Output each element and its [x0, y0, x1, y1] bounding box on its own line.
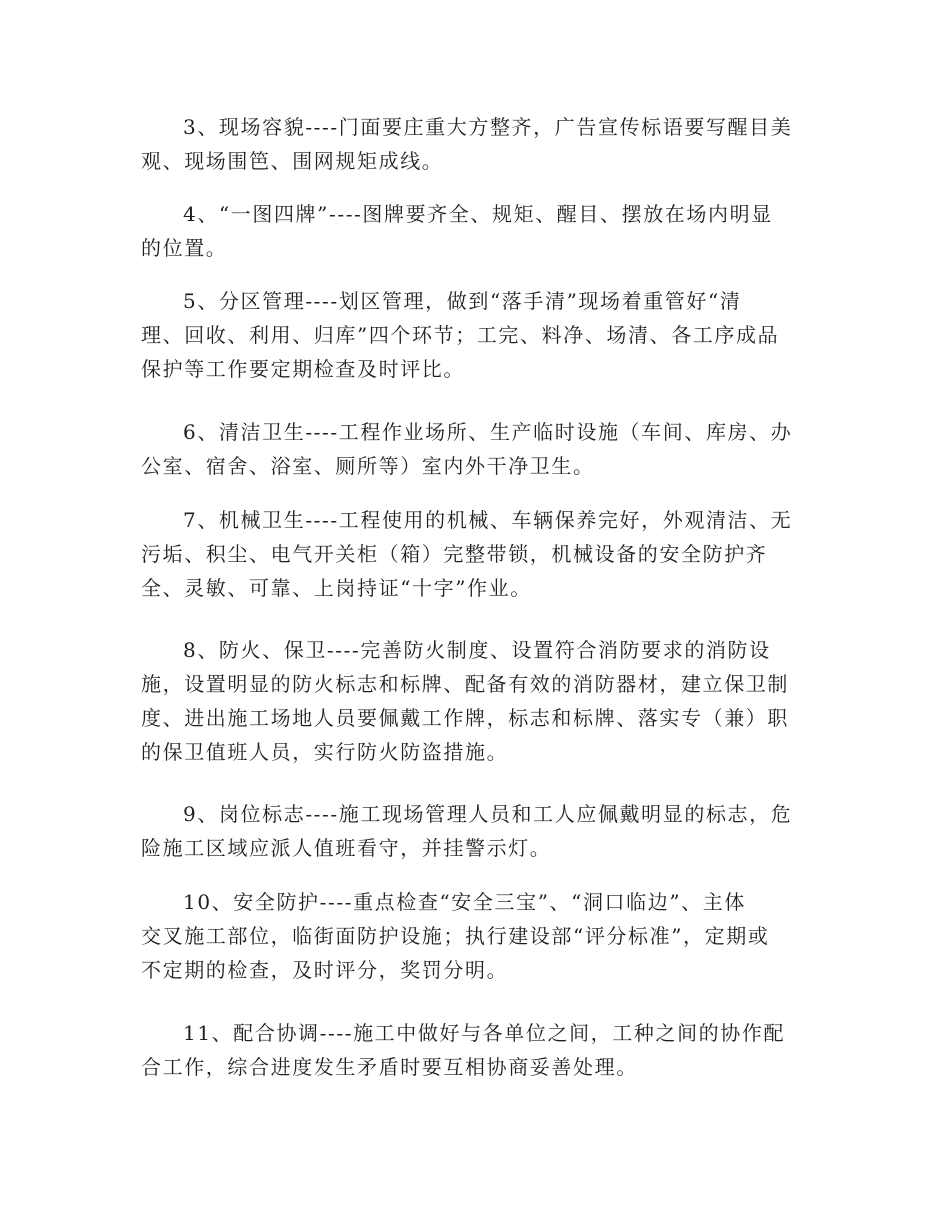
paragraph-10-safety-protection	[141, 885, 813, 987]
paragraph-9-post-signs	[141, 797, 813, 865]
paragraph-line: 污垢、积尘、电气开关柜（箱）完整带锁，机械设备的安全防护齐	[141, 542, 768, 566]
paragraph-11-coordination	[141, 1016, 813, 1084]
paragraph-line: 施，设置明显的防火标志和标牌、配备有效的消防器材，建立保卫制	[141, 672, 789, 696]
paragraph-line: 9、岗位标志----施工现场管理人员和工人应佩戴明显的标志，危	[183, 802, 793, 826]
paragraph-line: 10、安全防护----重点检查“安全三宝”、“洞口临边”、主体	[183, 890, 746, 914]
paragraph-line: 的保卫值班人员，实行防火防盗措施。	[141, 740, 509, 764]
paragraph-7-machinery	[141, 503, 813, 605]
paragraph-line: 全、灵敏、可靠、上岗持证“十字”作业。	[141, 576, 532, 600]
paragraph-line: 7、机械卫生----工程使用的机械、车辆保养完好，外观清洁、无	[183, 508, 793, 532]
paragraph-line: 度、进出施工场地人员要佩戴工作牌，标志和标牌、落实专（兼）职	[141, 706, 789, 730]
paragraph-line: 不定期的检查，及时评分，奖罚分明。	[141, 958, 509, 982]
paragraph-line: 合工作，综合进度发生矛盾时要互相协商妥善处理。	[141, 1055, 638, 1079]
paragraph-line: 5、分区管理----划区管理，做到“落手清”现场着重管好“清	[183, 289, 742, 313]
paragraph-line: 的位置。	[141, 236, 228, 260]
paragraph-5-zone-management	[141, 284, 813, 386]
paragraph-8-fire-security	[141, 633, 813, 769]
paragraph-line: 4、“一图四牌”----图牌要齐全、规矩、醒目、摆放在场内明显	[183, 202, 773, 226]
paragraph-line: 11、配合协调----施工中做好与各单位之间，工种之间的协作配	[183, 1021, 786, 1045]
paragraph-line: 公室、宿舍、浴室、厕所等）室内外干净卫生。	[141, 454, 595, 478]
paragraph-line: 3、现场容貌----门面要庄重大方整齐，广告宣传标语要写醒目美	[183, 115, 793, 139]
paragraph-6-cleanliness	[141, 415, 813, 483]
paragraph-line: 保护等工作要定期检查及时评比。	[141, 357, 465, 381]
paragraph-line: 6、清洁卫生----工程作业场所、生产临时设施（车间、库房、办	[183, 420, 793, 444]
paragraph-4-signboards	[141, 197, 813, 265]
paragraph-line: 险施工区域应派人值班看守，并挂警示灯。	[141, 836, 552, 860]
paragraph-line: 交叉施工部位，临街面防护设施；执行建设部“评分标准”，定期或	[141, 924, 770, 948]
paragraph-3-site-appearance	[141, 110, 813, 178]
paragraph-line: 理、回收、利用、归库”四个环节；工完、料净、场清、各工序成品	[141, 323, 780, 347]
paragraph-line: 8、防火、保卫----完善防火制度、设置符合消防要求的消防设	[183, 638, 771, 662]
paragraph-line: 观、现场围笆、围网规矩成线。	[141, 149, 444, 173]
